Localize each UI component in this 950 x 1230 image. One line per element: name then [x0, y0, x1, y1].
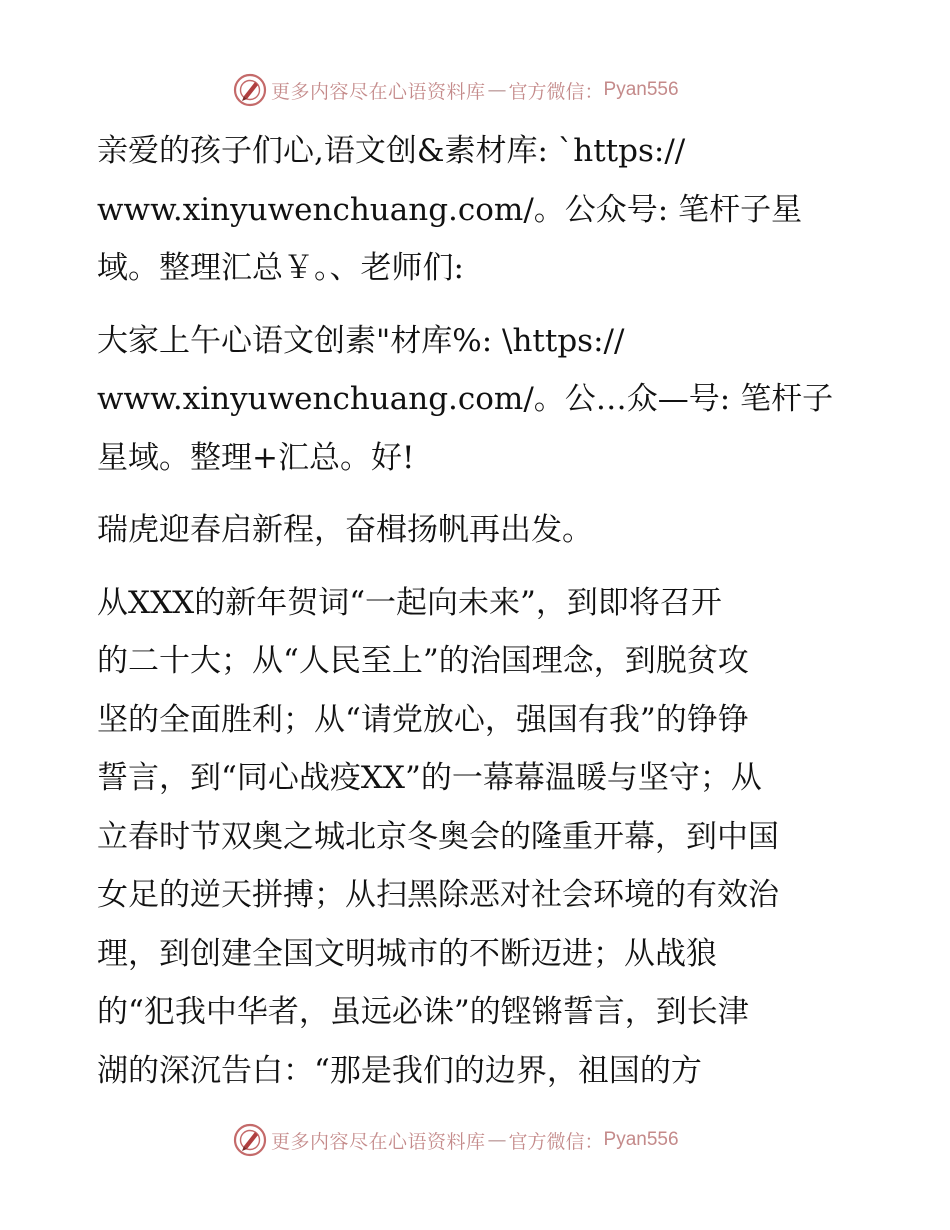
text-line: 瑞虎迎春启新程，奋楫扬帆再出发。	[97, 512, 593, 548]
banner-main-text: 更多内容尽在心语资料库	[271, 1130, 486, 1153]
text-line: 坚的全面胜利；从“请党放心，强国有我”的铮铮	[97, 701, 749, 738]
text-line: 从XXX的新年贺词“一起向未来”，到即将召开	[97, 584, 722, 621]
text-line: www.xinyuwenchuang.com/。公众号: 笔杆子星	[97, 191, 803, 228]
banner-wechat-id: Pyan556	[603, 1129, 679, 1150]
banner-wechat-id: Pyan556	[603, 79, 679, 100]
text-line: 星域。整理+汇总。好!	[97, 439, 415, 476]
paragraph-greeting-children	[97, 122, 887, 298]
text-line: 湖的深沉告白：“那是我们的边界，祖国的方	[97, 1052, 702, 1089]
banner-wechat-label: 官方微信：	[508, 1130, 604, 1153]
paragraph-opening	[97, 501, 887, 560]
banner-separator: —	[487, 1129, 507, 1151]
text-line: 域。整理汇总￥。、老师们:	[97, 250, 464, 286]
text-line: 誓言，到“同心战疫XX”的一幕幕温暖与坚守；从	[97, 760, 762, 796]
banner-wechat-label: 官方微信：	[508, 80, 604, 103]
document-body	[97, 122, 887, 1100]
text-line: 的二十大；从“人民至上”的治国理念，到脱贫攻	[97, 643, 749, 679]
logo-icon	[233, 73, 267, 107]
text-line: 立春时节双奥之城北京冬奥会的隆重开幕，到中国	[97, 818, 779, 855]
logo-icon	[233, 1123, 267, 1157]
text-line: 大家上午心语文创素"材库%: \https://	[97, 322, 625, 359]
paragraph-greeting-all	[97, 312, 887, 488]
text-line: 的“犯我中华者，虽远必诛”的铿锵誓言，到长津	[97, 994, 749, 1030]
text-line: 理，到创建全国文明城市的不断迈进；从战狼	[97, 935, 717, 972]
text-line: www.xinyuwenchuang.com/。公…众—号: 笔杆子	[97, 381, 834, 417]
banner-main-text: 更多内容尽在心语资料库	[271, 80, 486, 103]
text-line: 亲爱的孩子们心,语文创&素材库: `https://	[97, 133, 686, 169]
banner-separator: —	[487, 79, 507, 101]
paragraph-main	[97, 574, 887, 1101]
text-line: 女足的逆天拼搏；从扫黑除恶对社会环境的有效治	[97, 877, 779, 913]
header-banner	[233, 72, 679, 108]
footer-banner	[233, 1122, 679, 1158]
